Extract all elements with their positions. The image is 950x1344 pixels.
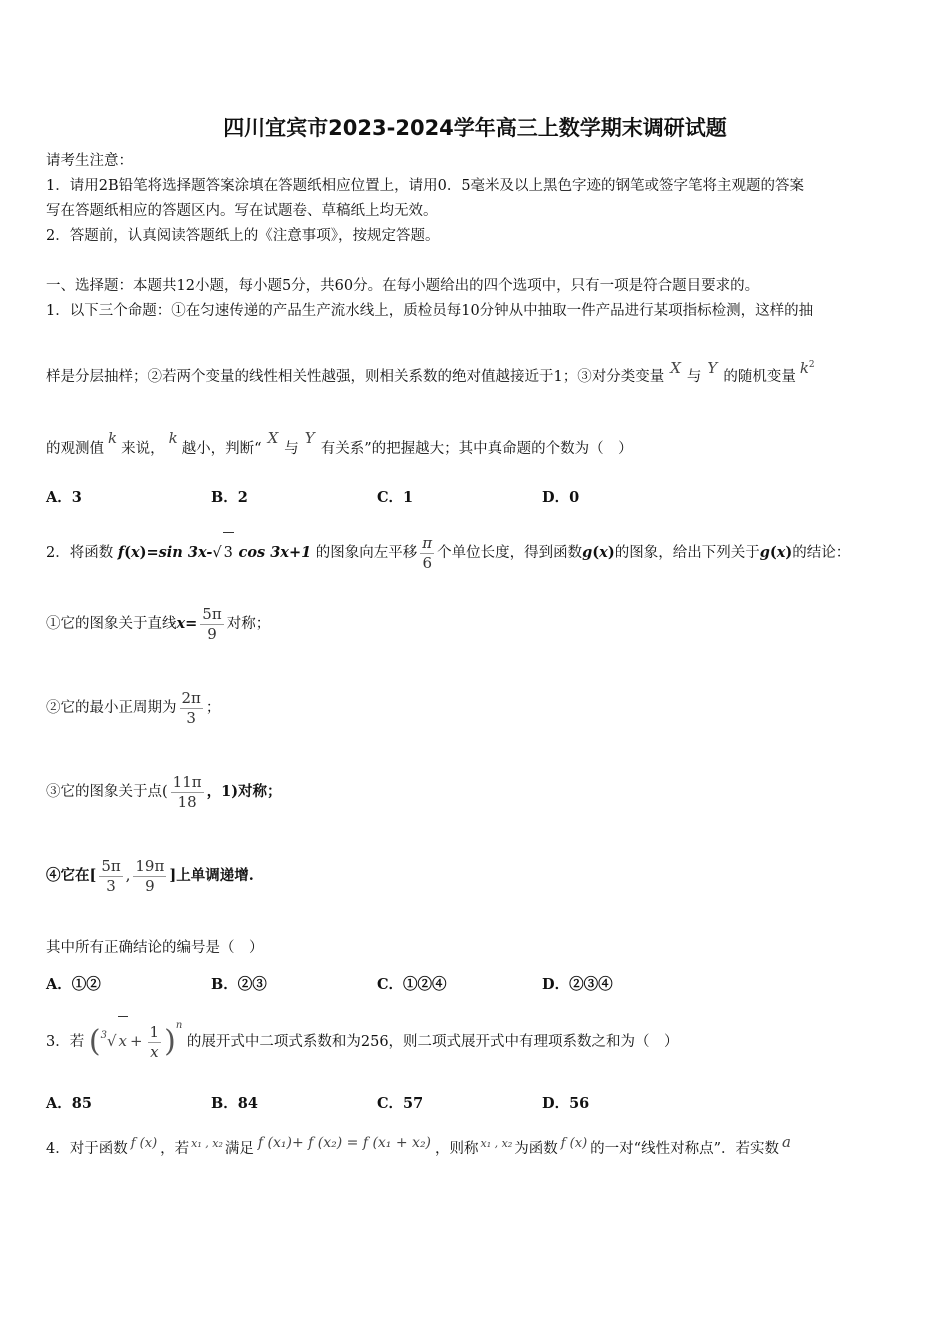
fraction-5pi-9: $\frac{5\pi}{9}$ [202,604,222,643]
q2-statement-4 [46,856,254,896]
q1-text: 的随机变量 [723,369,796,385]
q3-option-b: B．84 [211,1095,258,1112]
q1-text: 样是分层抽样；②若两个变量的线性相关性越强，则相关系数的绝对值越接近于1；③对分类变量 [46,369,665,385]
q2-text: ( [124,544,131,561]
q4-text: 为函数 [514,1141,558,1157]
q1-option-b: B．2 [211,489,248,506]
q4-text: 4．对于函数 [46,1141,128,1157]
var-y: Y [707,359,718,377]
var-x: X [267,429,279,447]
q2-text: 个单位长度，得到函数 [437,545,583,561]
q4-text: ，若 [160,1141,190,1157]
q3-option-c: C．57 [377,1095,424,1112]
q4-equation: f (x₁)+ f (x₂) = f (x₁ + x₂) [257,1135,432,1151]
q2-option-b: B．②③ [211,976,267,993]
q1-line-2 [46,359,815,387]
notice-heading: 请考生注意： [46,153,133,169]
q1-line-3 [46,429,633,459]
q4-text: 的一对“线性对称点”．若实数 [590,1141,779,1157]
q2-option-d: D．②③④ [542,976,613,993]
q3-text: 3．若 [46,1034,85,1050]
q2-text: 2．将函数 [46,545,114,561]
sqrt-symbol: √ [106,1032,117,1050]
q2-text: ③它的图象关于点( [46,784,168,800]
q2-text: sin 3x- [158,544,213,561]
q1-line-1: 1．以下三个命题：①在匀速传递的产品生产流水线上，质检员每10分钟从中抽取一件产品进行某项指标检测，这样的抽 [46,303,814,319]
q1-text: 与 [686,369,702,385]
q4-text: 满足 [224,1141,254,1157]
fraction-19pi-9: $\frac{19\pi}{9}$ [135,856,165,895]
q1-text: 有关系”的把握越大；其中真命题的个数为（ ） [320,441,633,457]
q4-stem [46,1132,791,1166]
q2-statement-1 [46,604,270,644]
fraction-pi-6: $\frac{\pi}{6}$ [422,533,433,572]
paren-open: ( [88,1024,101,1059]
q1-text: 来说， [121,441,165,457]
paren-close: ) [164,1024,176,1059]
q2-text: x= [176,615,198,632]
q2-var: x [776,544,786,561]
notice-line-1a: 1．请用2B铅笔将选择题答案涂填在答题纸相应位置上，请用0．5毫米及以上黑色字迹的钢笔或签字笔将主观题的答案 [46,178,805,194]
q2-func-g: g [759,544,770,561]
q4-vars: x₁ , x₂ [480,1137,513,1150]
q3-option-d: D．56 [542,1095,590,1112]
fraction-2pi-3: $\frac{2\pi}{3}$ [181,688,201,727]
q4-vars: x₁ , x₂ [191,1137,223,1150]
q4-text: ，则称 [435,1141,479,1157]
q1-option-c: C．1 [377,489,414,506]
var-k: $k^2$ [799,359,815,377]
section-heading: 一、选择题：本题共12小题，每小题5分，共60分。在每小题给出的四个选项中，只有一项是符合题目要求的。 [46,278,760,294]
q2-var: x [130,544,140,561]
fraction-11pi-18: $\frac{11\pi}{18}$ [172,772,202,811]
notice-line-2: 2．答题前，认真阅读答题纸上的《注意事项》，按规定答题。 [46,228,440,244]
page-title: 四川宜宾市2023-2024学年高三上数学期末调研试题 [223,116,727,140]
q3-text: 的展开式中二项式系数和为256，则二项式展开式中有理项系数之和为（ ） [186,1034,679,1050]
q2-text: ]上单调递增. [169,867,254,884]
q4-func: f (x) [130,1136,158,1151]
fraction-5pi-3: $\frac{5\pi}{3}$ [101,856,121,895]
q1-text: 越小，判断“ [181,441,262,457]
q1-text: 的观测值 [46,441,104,457]
q2-option-c: C．①②④ [377,976,447,993]
q2-text: cos 3x+1 [238,544,312,561]
q3-stem [46,1016,679,1068]
q2-text: 的图象向左平移 [315,545,418,561]
q2-question: 其中所有正确结论的编号是（ ） [46,940,264,956]
q3-var: x [118,1016,128,1065]
q1-option-d: D．0 [542,489,580,506]
q1-text: 与 [284,441,299,457]
q2-statement-3 [46,772,282,812]
sqrt-symbol: √ [212,545,222,561]
q1-option-a: A．3 [46,489,82,506]
q4-var-a: a [781,1133,791,1151]
q2-option-a: A．①② [46,976,101,993]
q2-sqrt: 3 [223,532,234,573]
q4-func: f (x) [560,1136,588,1151]
q2-text: , [125,868,131,884]
var-x: X [670,359,681,377]
q3-option-a: A．85 [46,1095,92,1112]
q2-text: 的结论： [792,545,851,561]
q2-text: ②它的最小正周期为 [46,700,177,716]
q2-text: 对称； [226,616,271,632]
q2-var: x [599,544,608,561]
notice-line-1b: 写在答题纸相应的答题区内。写在试题卷、草稿纸上均无效。 [46,203,438,219]
q2-stem: 2．将函数 f(x)=sin 3x-√ 3 cos 3x+1 的图象向左平移 $\frac{\pi}{6}$ 个单位长度，得到函数g(x)的图象，给出下列关于g(x)的结论： [46,533,851,572]
var-y: Y [304,429,315,447]
q2-text: ； [205,700,221,716]
q2-text: ①它的图象关于直线 [46,616,177,632]
q2-text: ④它在[ [46,867,97,884]
q2-text: 的图象，给出下列关于 [614,545,760,561]
fraction-1-x: $\frac{1}{x}$ [149,1022,160,1061]
exponent-n: n [175,1020,183,1031]
q2-func-g: g [582,544,593,561]
q2-text: )= [139,544,159,561]
q3-text: + [129,1032,143,1050]
var-k: k [168,429,178,447]
root-index: 3 [100,1030,107,1041]
q2-func-f: f [117,544,125,561]
q2-text: ，1)对称； [206,783,282,800]
var-k: k [108,429,118,447]
q2-statement-2 [46,688,220,728]
